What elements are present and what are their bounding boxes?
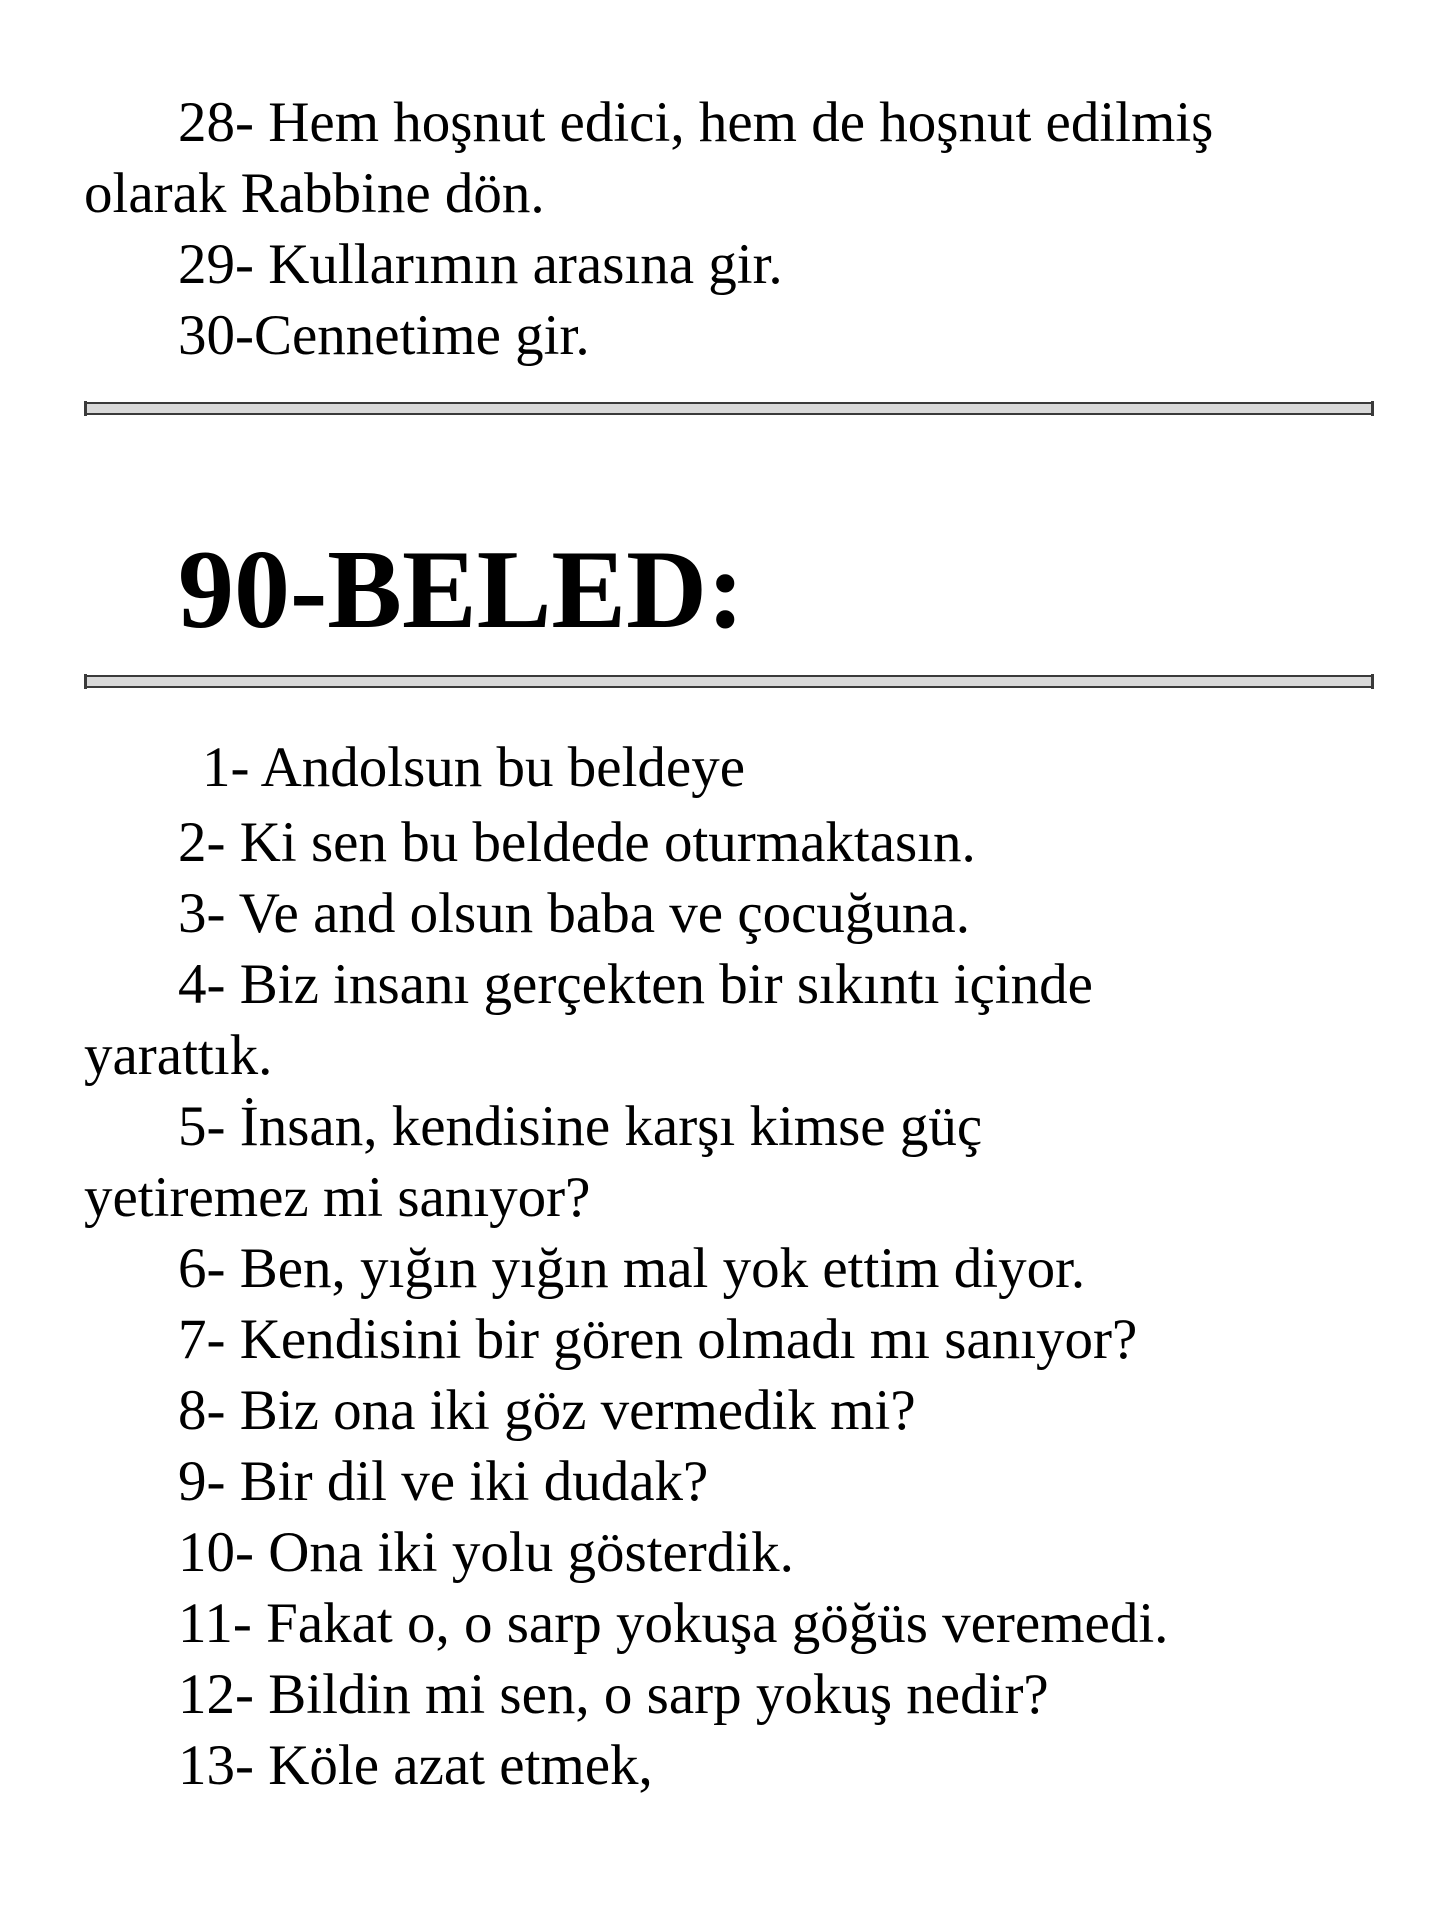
verse-8: 8- Biz ona iki göz vermedik mi? [178, 1379, 916, 1442]
verse-30: 30-Cennetime gir. [178, 304, 590, 367]
verse-28-line-2: olarak Rabbine dön. [84, 162, 545, 225]
verse-5-line-2: yetiremez mi sanıyor? [84, 1166, 591, 1229]
verse-6: 6- Ben, yığın yığın mal yok ettim diyor. [178, 1237, 1086, 1300]
verse-3: 3- Ve and olsun baba ve çocuğuna. [178, 882, 970, 945]
verse-2: 2- Ki sen bu beldede oturmaktasın. [178, 811, 976, 874]
verse-28-line-1: 28- Hem hoşnut edici, hem de hoşnut edilmiş [178, 91, 1214, 154]
verse-1: 1- Andolsun bu beldeye [202, 736, 746, 799]
verse-11: 11- Fakat o, o sarp yokuşa göğüs veremedi. [178, 1592, 1169, 1655]
verse-13: 13- Köle azat etmek, [178, 1734, 653, 1797]
bottom-divider-rule [84, 675, 1374, 688]
verse-7: 7- Kendisini bir gören olmadı mı sanıyor? [178, 1308, 1138, 1371]
verse-4-line-1: 4- Biz insanı gerçekten bir sıkıntı içinde [178, 953, 1093, 1016]
verse-9: 9- Bir dil ve iki dudak? [178, 1450, 709, 1513]
verse-4-line-2: yarattık. [84, 1024, 273, 1087]
verse-10: 10- Ona iki yolu gösterdik. [178, 1521, 794, 1584]
top-divider-rule [84, 402, 1374, 415]
verse-29: 29- Kullarımın arasına gir. [178, 233, 783, 296]
surah-heading: 90-BELED: [178, 528, 745, 652]
verse-5-line-1: 5- İnsan, kendisine karşı kimse güç [178, 1095, 983, 1158]
verse-12: 12- Bildin mi sen, o sarp yokuş nedir? [178, 1663, 1049, 1726]
